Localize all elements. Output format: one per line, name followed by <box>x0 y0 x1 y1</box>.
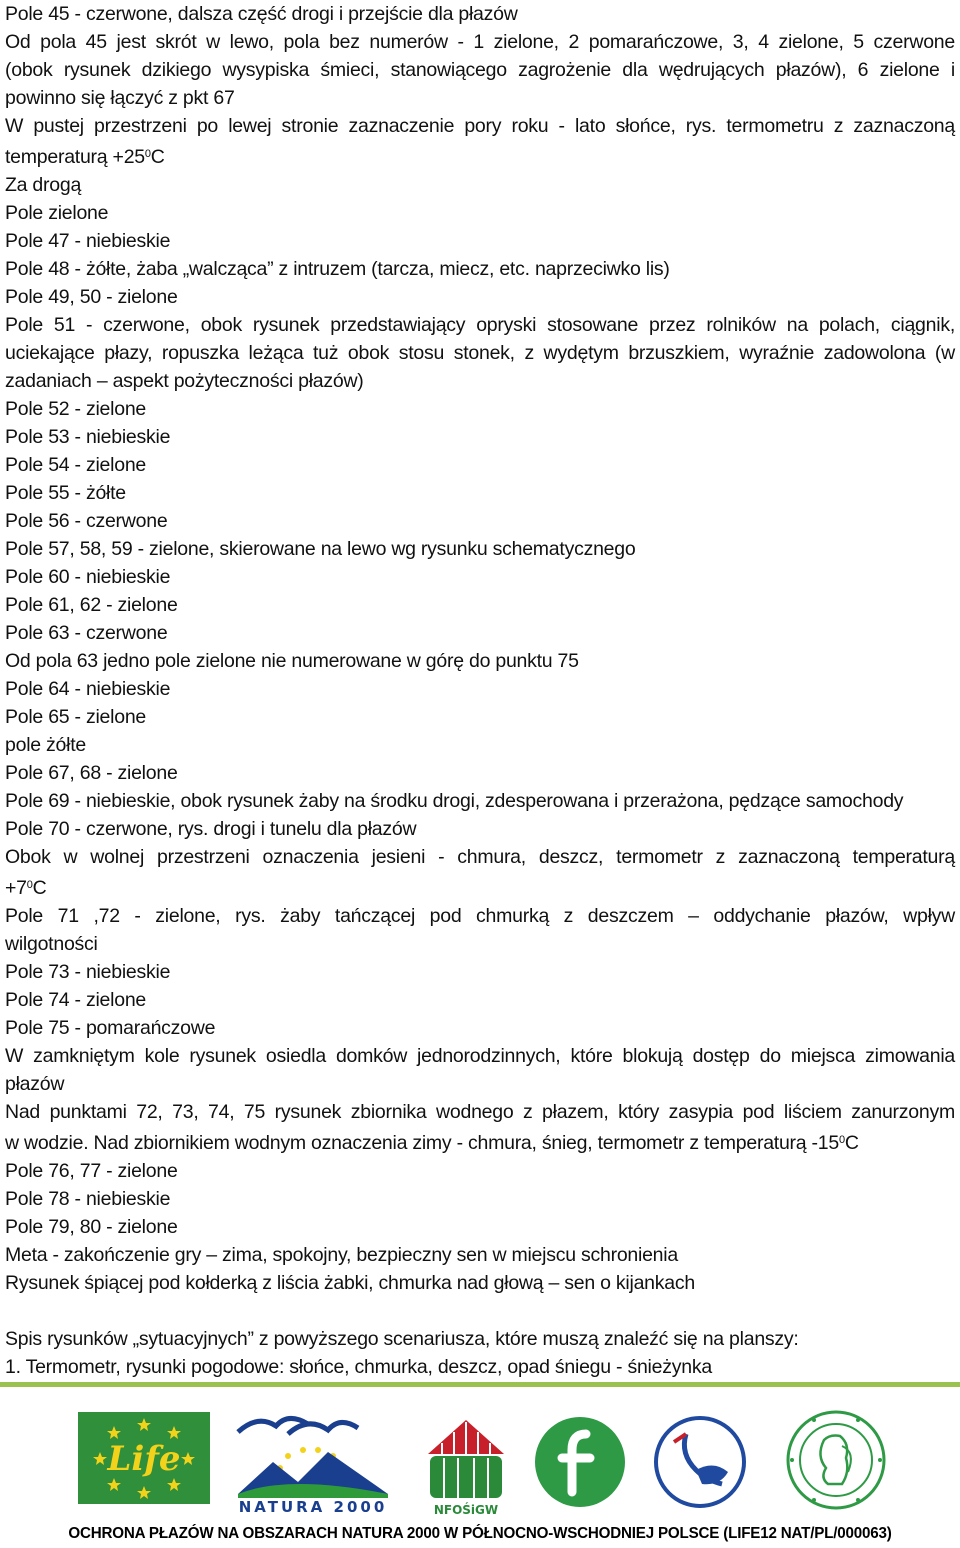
stork-logo-icon <box>650 1414 750 1515</box>
text-line-content: Pole 54 - zielone <box>5 454 147 476</box>
text-line <box>5 1042 955 1070</box>
fundacja-logo-icon <box>532 1414 628 1515</box>
stowarzyszenie-logo-icon <box>784 1406 888 1519</box>
text-line-content: płazów <box>5 1073 65 1095</box>
text-line-content: Pole 49, 50 - zielone <box>5 286 178 308</box>
nfosigw-logo-icon <box>418 1416 514 1523</box>
text-line-content: +7 <box>5 877 27 899</box>
text-line-content: Obok w wolnej przestrzeni oznaczenia jesieni - chmura, deszcz, termometr z zaznaczoną temperaturą <box>5 846 955 868</box>
text-line <box>5 171 955 199</box>
text-line <box>5 902 955 930</box>
life-logo-icon <box>78 1412 210 1509</box>
svg-text:Life: Life <box>107 1439 181 1479</box>
text-line <box>5 731 955 759</box>
text-line-content: Pole 70 - czerwone, rys. drogi i tunelu dla płazów <box>5 818 417 840</box>
text-line-content: temperaturą +25 <box>5 146 145 168</box>
text-line-content: Pole 71 ,72 - zielone, rys. żaby tańczącej pod chmurką z deszczem – oddychanie płazów, wpływ <box>5 905 955 927</box>
text-line <box>5 28 955 56</box>
text-line <box>5 871 955 902</box>
text-line-content: Pole 76, 77 - zielone <box>5 1160 178 1182</box>
text-line-content: Pole 69 - niebieskie, obok rysunek żaby na środku drogi, zdesperowana i przerażona, pędzące samochody <box>5 790 904 812</box>
text-line <box>5 84 955 112</box>
text-line-content: Od pola 45 jest skrót w lewo, pola bez numerów - 1 zielone, 2 pomarańczowe, 3, 4 zielone, 5 czerwone <box>5 31 955 53</box>
text-line <box>5 591 955 619</box>
partner-logos <box>0 1398 960 1518</box>
text-line-content: Pole 53 - niebieskie <box>5 426 171 448</box>
text-line <box>5 395 955 423</box>
temperature-unit: C <box>32 877 47 899</box>
text-line-content: W zamkniętym kole rysunek osiedla domków jednorodzinnych, które blokują dostęp do miejsca zimowania <box>5 1045 955 1067</box>
text-line-content: Pole 55 - żółte <box>5 482 126 504</box>
text-line-content: Pole 48 - żółte, żaba „walcząca” z intruzem (tarcza, miecz, etc. naprzeciwko lis) <box>5 258 670 280</box>
text-line <box>5 479 955 507</box>
footer-project-title: OCHRONA PŁAZÓW NA OBSZARACH NATURA 2000 W PÓŁNOCNO-WSCHODNIEJ POLSCE (LIFE12 NAT/PL/000063) <box>68 1525 892 1542</box>
text-line <box>5 1185 955 1213</box>
text-line-content: Pole 78 - niebieskie <box>5 1188 171 1210</box>
text-line <box>5 1269 955 1297</box>
text-line-content: (obok rysunek dzikiego wysypiska śmieci, stanowiącego zagrożenie dla wędrujących płazów), 6 zielone i <box>5 59 955 81</box>
text-line-content: Pole 74 - zielone <box>5 989 147 1011</box>
text-line <box>5 1297 955 1325</box>
text-line <box>5 619 955 647</box>
text-line-content: Pole 75 - pomarańczowe <box>5 1017 216 1039</box>
text-line-content: Pole 67, 68 - zielone <box>5 762 178 784</box>
text-line <box>5 283 955 311</box>
text-line <box>5 703 955 731</box>
text-line-content: uciekające płazy, ropuszka leżąca tuż obok stosu stonek, z wydętym brzuszkiem, wyraźnie zadowolona (w <box>5 342 955 364</box>
text-line <box>5 112 955 140</box>
text-line-content: Pole 45 - czerwone, dalsza część drogi i przejście dla płazów <box>5 3 518 25</box>
text-line <box>5 930 955 958</box>
text-line <box>5 227 955 255</box>
degree-superscript: 0 <box>26 879 33 891</box>
text-line <box>5 1126 955 1157</box>
text-line <box>5 311 955 339</box>
text-line <box>5 1014 955 1042</box>
temperature-unit: C <box>844 1132 859 1154</box>
text-line <box>5 367 955 395</box>
text-line-content: Pole 60 - niebieskie <box>5 566 171 588</box>
text-line-content: powinno się łączyć z pkt 67 <box>5 87 235 109</box>
text-line <box>5 986 955 1014</box>
text-line-content: W pustej przestrzeni po lewej stronie zaznaczenie pory roku - lato słońce, rys. termometru z zaznaczoną <box>5 115 955 137</box>
text-line-content: Pole zielone <box>5 202 109 224</box>
text-line <box>5 759 955 787</box>
text-line-content: Pole 51 - czerwone, obok rysunek przedstawiający opryski stosowane przez rolników na polach, ciągnik, <box>5 314 955 336</box>
text-line <box>5 958 955 986</box>
degree-superscript: 0 <box>144 148 151 160</box>
text-line <box>5 675 955 703</box>
svg-text:NATURA 2000: NATURA 2000 <box>238 1498 388 1516</box>
text-line-content: Nad punktami 72, 73, 74, 75 rysunek zbiornika wodnego z płazem, który zasypia pod liściem zanurzonym <box>5 1101 955 1123</box>
text-line-content: wilgotności <box>5 933 98 955</box>
text-line <box>5 787 955 815</box>
text-line-content: zadaniach – aspekt pożyteczności płazów) <box>5 370 364 392</box>
text-line-content: pole żółte <box>5 734 86 756</box>
text-line <box>5 423 955 451</box>
text-line <box>5 1213 955 1241</box>
text-line <box>5 843 955 871</box>
text-line <box>5 255 955 283</box>
footer-divider <box>0 1382 960 1387</box>
text-line <box>5 1325 955 1353</box>
svg-text:NFOŚiGW: NFOŚiGW <box>433 1503 499 1517</box>
text-line <box>5 647 955 675</box>
text-line-content: Za drogą <box>5 174 82 196</box>
text-line <box>5 339 955 367</box>
text-line <box>5 815 955 843</box>
text-line-content: Pole 79, 80 - zielone <box>5 1216 178 1238</box>
text-line-content: Pole 63 - czerwone <box>5 622 168 644</box>
text-line <box>5 1157 955 1185</box>
natura-2000-logo-icon <box>228 1404 398 1521</box>
text-line-content: Rysunek śpiącej pod kołderką z liścia żabki, chmurka nad głową – sen o kijankach <box>5 1272 695 1294</box>
text-line-content: Pole 47 - niebieskie <box>5 230 171 252</box>
temperature-unit: C <box>150 146 165 168</box>
text-line <box>5 199 955 227</box>
text-line <box>5 56 955 84</box>
text-line-content: Pole 61, 62 - zielone <box>5 594 178 616</box>
text-line <box>5 1070 955 1098</box>
text-line <box>5 1098 955 1126</box>
text-line <box>5 140 955 171</box>
text-line-content: Pole 65 - zielone <box>5 706 147 728</box>
text-line-content: Pole 57, 58, 59 - zielone, skierowane na lewo wg rysunku schematycznego <box>5 538 636 560</box>
text-line-content: Pole 52 - zielone <box>5 398 147 420</box>
text-line <box>5 451 955 479</box>
text-line <box>5 535 955 563</box>
text-line-content: Od pola 63 jedno pole zielone nie numerowane w górę do punktu 75 <box>5 650 579 672</box>
text-line-content: 1. Termometr, rysunki pogodowe: słońce, chmurka, deszcz, opad śniegu - śnieżynka <box>5 1356 712 1378</box>
text-line <box>5 563 955 591</box>
text-line <box>5 1353 955 1381</box>
text-line <box>5 0 955 28</box>
text-line-content: w wodzie. Nad zbiornikiem wodnym oznaczenia zimy - chmura, śnieg, termometr z temperaturą -15 <box>5 1132 839 1154</box>
text-line-content: Pole 56 - czerwone <box>5 510 168 532</box>
text-line-content: Spis rysunków „sytuacyjnych” z powyższego scenariusza, które muszą znaleźć się na planszy: <box>5 1328 799 1350</box>
text-line-content: Meta - zakończenie gry – zima, spokojny, bezpieczny sen w miejscu schronienia <box>5 1244 678 1266</box>
degree-superscript: 0 <box>839 1134 845 1146</box>
text-line <box>5 507 955 535</box>
document-body <box>5 0 955 1381</box>
text-line-content: Pole 73 - niebieskie <box>5 961 171 983</box>
text-line <box>5 1241 955 1269</box>
text-line-content: Pole 64 - niebieskie <box>5 678 171 700</box>
